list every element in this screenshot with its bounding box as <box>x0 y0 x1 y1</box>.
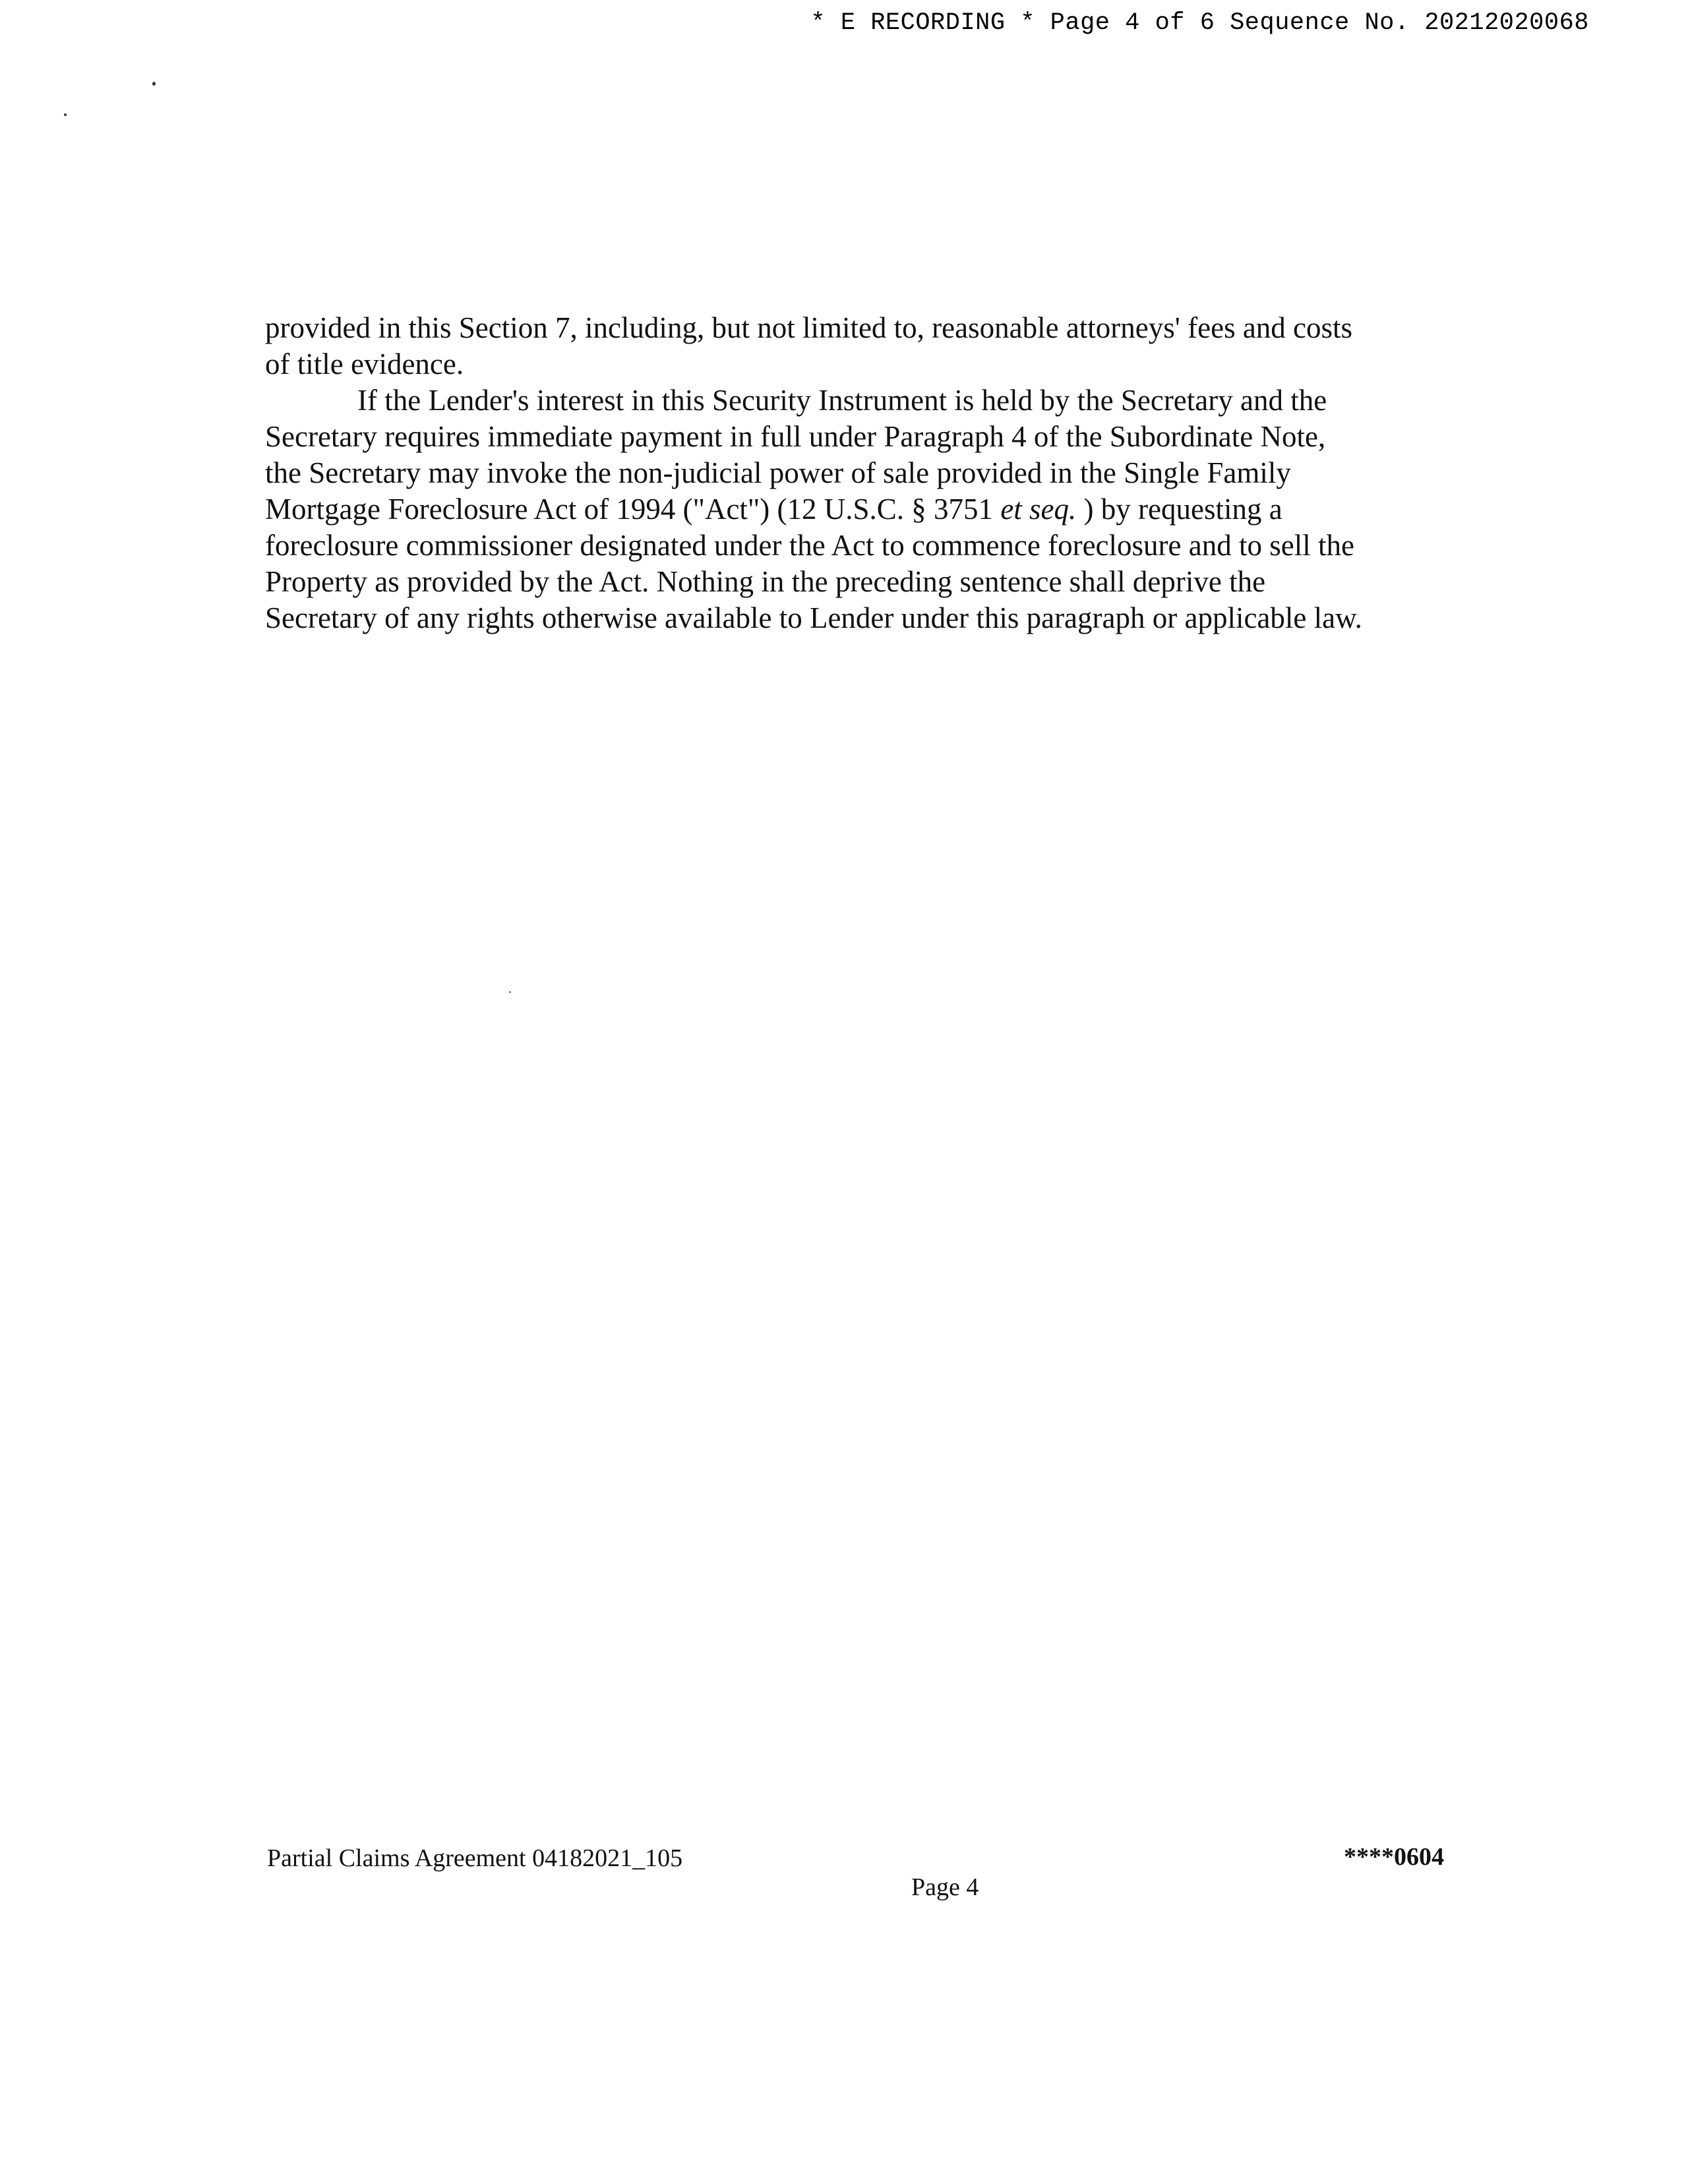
paragraph-continuation <box>265 310 1452 382</box>
paragraph-secretary-foreclosure <box>265 382 1452 636</box>
footer-account-mask: ****0604 <box>1344 1843 1444 1871</box>
scan-speck <box>509 991 511 993</box>
footer-document-id: Partial Claims Agreement 04182021_105 <box>267 1844 683 1872</box>
text-line: Secretary requires immediate payment in full under Paragraph 4 of the Subordinate Note, <box>265 420 1326 453</box>
text-line: the Secretary may invoke the non-judicial power of sale provided in the Single Family <box>265 456 1291 489</box>
text-line: If the Lender's interest in this Security Instrument is held by the Secretary and the <box>357 384 1327 417</box>
text-line: provided in this Section 7, including, but not limited to, reasonable attorneys' fees and costs <box>265 311 1353 344</box>
italic-citation: et seq. <box>1000 493 1077 526</box>
scan-speck <box>152 82 156 86</box>
recording-header: * E RECORDING * Page 4 of 6 Sequence No. 20212020068 <box>810 9 1589 37</box>
text-segment: ) by requesting a <box>1076 493 1282 526</box>
text-line: of title evidence. <box>265 348 464 380</box>
text-segment: Mortgage Foreclosure Act of 1994 ("Act") (12 U.S.C. § 3751 <box>265 493 1001 526</box>
text-line: foreclosure commissioner designated under the Act to commence foreclosure and to sell the <box>265 529 1354 562</box>
footer-page-number: Page 4 <box>911 1873 979 1901</box>
scan-speck <box>64 113 67 116</box>
text-line <box>265 491 1452 528</box>
document-body <box>265 310 1452 636</box>
text-line: Secretary of any rights otherwise available to Lender under this paragraph or applicable law. <box>265 601 1362 634</box>
text-line: Property as provided by the Act. Nothing in the preceding sentence shall deprive the <box>265 565 1266 598</box>
